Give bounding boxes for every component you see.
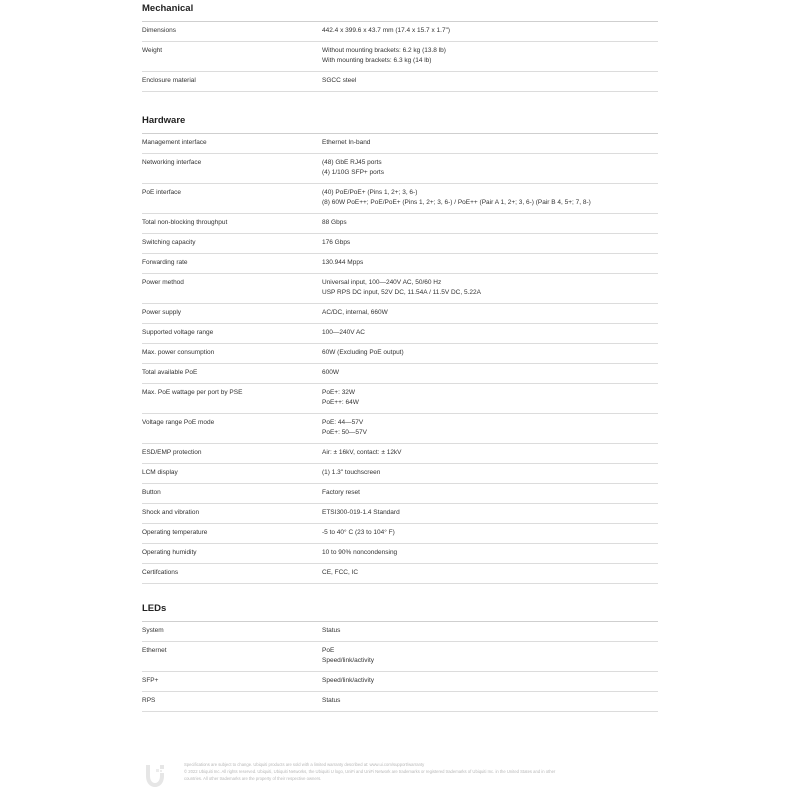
spec-values — [322, 364, 658, 383]
spec-values — [322, 642, 658, 671]
mechanical-spec-table — [142, 22, 658, 92]
spec-row — [142, 504, 658, 524]
spec-label: Shock and vibration — [142, 509, 200, 516]
spec-value: Factory reset — [322, 489, 360, 496]
leds-spec-table — [142, 622, 658, 712]
spec-row — [142, 324, 658, 344]
spec-row — [142, 134, 658, 154]
spec-label: RPS — [142, 697, 156, 704]
spec-row — [142, 344, 658, 364]
spec-value: AC/DC, internal, 660W — [322, 309, 388, 316]
spec-value: 130.944 Mpps — [322, 259, 364, 266]
footer-trademark-line: countries. All other trademarks are the property of their respective owners. — [184, 776, 322, 781]
spec-label: Voltage range PoE mode — [142, 419, 215, 426]
spec-row — [142, 234, 658, 254]
spec-value: ETSI300-019-1.4 Standard — [322, 509, 400, 516]
spec-value: CE, FCC, IC — [322, 569, 359, 576]
spec-values — [322, 544, 658, 563]
spec-row — [142, 524, 658, 544]
footer-legal-text — [184, 761, 664, 782]
spec-value: Universal input, 100—240V AC, 50/60 Hz — [322, 279, 442, 286]
spec-value: Without mounting brackets: 6.2 kg (13.8 lb) — [322, 47, 446, 54]
spec-row — [142, 22, 658, 42]
spec-row — [142, 622, 658, 642]
spec-row — [142, 642, 658, 672]
section-title-mechanical: Mechanical — [142, 0, 658, 22]
spec-value: (40) PoE/PoE+ (Pins 1, 2+; 3, 6-) — [322, 189, 418, 196]
spec-value: 100—240V AC — [322, 329, 366, 336]
spec-row — [142, 254, 658, 274]
spec-row — [142, 274, 658, 304]
spec-label: Total available PoE — [142, 369, 198, 376]
spec-row — [142, 414, 658, 444]
spec-value: 60W (Excluding PoE output) — [322, 349, 404, 356]
ubiquiti-logo-icon — [142, 762, 168, 790]
spec-values — [322, 214, 658, 233]
spec-value: PoE: 44—57V — [322, 419, 364, 426]
spec-value: (1) 1.3" touchscreen — [322, 469, 381, 476]
spec-label: Button — [142, 489, 161, 496]
spec-value: PoE+: 50—57V — [322, 429, 367, 436]
section-title-hardware: Hardware — [142, 112, 658, 134]
footer — [142, 758, 662, 794]
spec-label: Power method — [142, 279, 184, 286]
spec-values — [322, 184, 658, 213]
spec-value: 600W — [322, 369, 339, 376]
spec-value: 10 to 90% noncondensing — [322, 549, 398, 556]
spec-value: PoE+: 32W — [322, 389, 356, 396]
spec-value: Status — [322, 627, 341, 634]
spec-row — [142, 484, 658, 504]
spec-label: Total non-blocking throughput — [142, 219, 228, 226]
spec-values — [322, 464, 658, 483]
spec-value: Air: ± 16kV, contact: ± 12kV — [322, 449, 402, 456]
footer-copyright-line: © 2022 Ubiquiti Inc. All rights reserved. Ubiquiti, Ubiquiti Networks, the Ubiquiti U logo, UniFi and UniFi Network are trademarks or registered trademarks of Ubiquiti Inc. in the United States and in other — [184, 769, 556, 774]
spec-value: SGCC steel — [322, 77, 357, 84]
hardware-spec-table — [142, 134, 658, 584]
spec-values — [322, 504, 658, 523]
spec-label: Operating humidity — [142, 549, 197, 556]
spec-values — [322, 304, 658, 323]
spec-values — [322, 484, 658, 503]
spec-values — [322, 384, 658, 413]
spec-values — [322, 692, 658, 711]
spec-value: Ethernet In-band — [322, 139, 371, 146]
spec-label: Operating temperature — [142, 529, 208, 536]
spec-row — [142, 72, 658, 92]
spec-row — [142, 672, 658, 692]
spec-row — [142, 304, 658, 324]
spec-label: Max. PoE wattage per port by PSE — [142, 389, 243, 396]
spec-row — [142, 42, 658, 72]
spec-row — [142, 564, 658, 584]
spec-label: Enclosure material — [142, 77, 196, 84]
spec-label: Dimensions — [142, 27, 176, 34]
spec-label: Forwarding rate — [142, 259, 188, 266]
spec-row — [142, 364, 658, 384]
spec-values — [322, 22, 658, 41]
spec-value: Speed/link/activity — [322, 657, 375, 664]
spec-value: Speed/link/activity — [322, 677, 375, 684]
spec-value: -5 to 40° C (23 to 104° F) — [322, 529, 395, 536]
spec-values — [322, 42, 658, 71]
spec-value: With mounting brackets: 6.3 kg (14 lb) — [322, 57, 432, 64]
mechanical-section — [142, 0, 658, 92]
spec-label: Weight — [142, 47, 163, 54]
spec-values — [322, 324, 658, 343]
spec-values — [322, 154, 658, 183]
spec-label: Certifcations — [142, 569, 179, 576]
spec-row — [142, 214, 658, 234]
spec-values — [322, 72, 658, 91]
spec-values — [322, 134, 658, 153]
spec-values — [322, 254, 658, 273]
spec-value: Status — [322, 697, 341, 704]
spec-value: 442.4 x 399.6 x 43.7 mm (17.4 x 15.7 x 1.7") — [322, 27, 451, 34]
spec-values — [322, 564, 658, 583]
spec-row — [142, 692, 658, 712]
spec-label: System — [142, 627, 164, 634]
spec-row — [142, 184, 658, 214]
spec-label: Management interface — [142, 139, 207, 146]
spec-row — [142, 544, 658, 564]
spec-value: 88 Gbps — [322, 219, 347, 226]
spec-values — [322, 414, 658, 443]
spec-label: PoE interface — [142, 189, 182, 196]
spec-values — [322, 672, 658, 691]
spec-values — [322, 234, 658, 253]
spec-values — [322, 274, 658, 303]
spec-value: (8) 60W PoE++; PoE/PoE+ (Pins 1, 2+; 3, 6-) / PoE++ (Pair A 1, 2+; 3, 6-) (Pair B 4, 5+; 7, 8-) — [322, 199, 591, 206]
spec-values — [322, 444, 658, 463]
spec-value: USP RPS DC input, 52V DC, 11.54A / 11.5V DC, 5.22A — [322, 289, 481, 296]
spec-values — [322, 344, 658, 363]
spec-value: PoE++: 64W — [322, 399, 359, 406]
spec-row — [142, 444, 658, 464]
hardware-section — [142, 112, 658, 584]
leds-section — [142, 600, 658, 712]
spec-label: Switching capacity — [142, 239, 196, 246]
spec-label: SFP+ — [142, 677, 159, 684]
section-title-leds: LEDs — [142, 600, 658, 622]
spec-values — [322, 622, 658, 641]
spec-value: (4) 1/10G SFP+ ports — [322, 169, 384, 176]
spec-label: Supported voltage range — [142, 329, 214, 336]
spec-value: (48) GbE RJ45 ports — [322, 159, 382, 166]
spec-row — [142, 464, 658, 484]
spec-label: Networking interface — [142, 159, 202, 166]
spec-label: Ethernet — [142, 647, 167, 654]
spec-value: PoE — [322, 647, 335, 654]
spec-value: 176 Gbps — [322, 239, 351, 246]
spec-label: LCM display — [142, 469, 178, 476]
spec-row — [142, 384, 658, 414]
spec-label: Max. power consumption — [142, 349, 215, 356]
spec-label: Power supply — [142, 309, 182, 316]
spec-label: ESD/EMP protection — [142, 449, 202, 456]
footer-warranty-line: Specifications are subject to change. Ubiquiti products are sold with a limited warranty described at: www.ui.com/support/warranty — [184, 762, 425, 767]
spec-row — [142, 154, 658, 184]
spec-values — [322, 524, 658, 543]
